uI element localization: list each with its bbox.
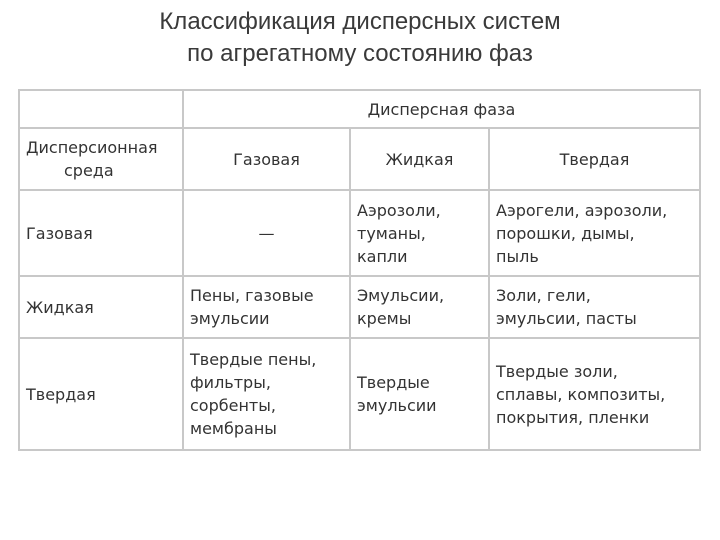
phase-header: Дисперсная фаза [367, 99, 516, 119]
medium-header-line-1: Дисперсионная [26, 138, 158, 157]
cell-line: сплавы, композиты, [496, 384, 666, 404]
corner-cell [19, 90, 183, 128]
cell-line: — [258, 223, 275, 243]
table-cell [489, 190, 700, 276]
cell-line: мембраны [190, 419, 277, 438]
table-cell [350, 338, 489, 450]
phase-column-gas: Газовая [183, 128, 350, 190]
table-header-row [19, 90, 700, 128]
cell-line: эмульсии [190, 309, 270, 328]
title-line-1: Классификация дисперсных систем [159, 8, 561, 35]
table-row [19, 338, 700, 450]
table-row [19, 276, 700, 338]
table-cell [183, 276, 350, 338]
row-medium-gas: Газовая [19, 190, 183, 276]
page-title [0, 6, 720, 70]
cell-line: фильтры, [190, 373, 271, 392]
cell-line: сорбенты, [190, 396, 276, 415]
cell-line: эмульсии, пасты [496, 309, 637, 328]
table-cell [489, 338, 700, 450]
table-cell [350, 190, 489, 276]
title-line-2: по агрегатному состоянию фаз [187, 40, 533, 67]
medium-header-cell [19, 128, 183, 190]
cell-line: туманы, [357, 223, 426, 243]
table-row [19, 190, 700, 276]
classification-table [18, 89, 701, 451]
cell-line: Золи, гели, [496, 286, 591, 305]
table-cell [350, 276, 489, 338]
cell-line: Аэрозоли, [357, 200, 441, 220]
phase-header-cell [183, 90, 700, 128]
phase-column-solid: Твердая [489, 128, 700, 190]
cell-line: Твердые пены, [190, 350, 317, 369]
cell-line: Твердые золи, [496, 361, 618, 381]
cell-line: покрытия, пленки [496, 407, 650, 427]
cell-line: кремы [357, 309, 412, 328]
cell-line: капли [357, 246, 408, 266]
row-medium-liquid: Жидкая [19, 276, 183, 338]
cell-line: Пены, газовые [190, 286, 314, 305]
table-cell [183, 338, 350, 450]
table-cell [183, 190, 350, 276]
medium-header-line-2: среда [64, 161, 114, 180]
table-subheader-row [19, 128, 700, 190]
cell-line: Эмульсии, [357, 286, 445, 305]
cell-line: Твердые [357, 373, 430, 392]
row-medium-solid: Твердая [19, 338, 183, 450]
cell-line: эмульсии [357, 396, 437, 415]
cell-line: пыль [496, 246, 539, 266]
cell-line: Аэрогели, аэрозоли, [496, 200, 668, 220]
cell-line: порошки, дымы, [496, 223, 635, 243]
phase-column-liquid: Жидкая [350, 128, 489, 190]
table-cell [489, 276, 700, 338]
